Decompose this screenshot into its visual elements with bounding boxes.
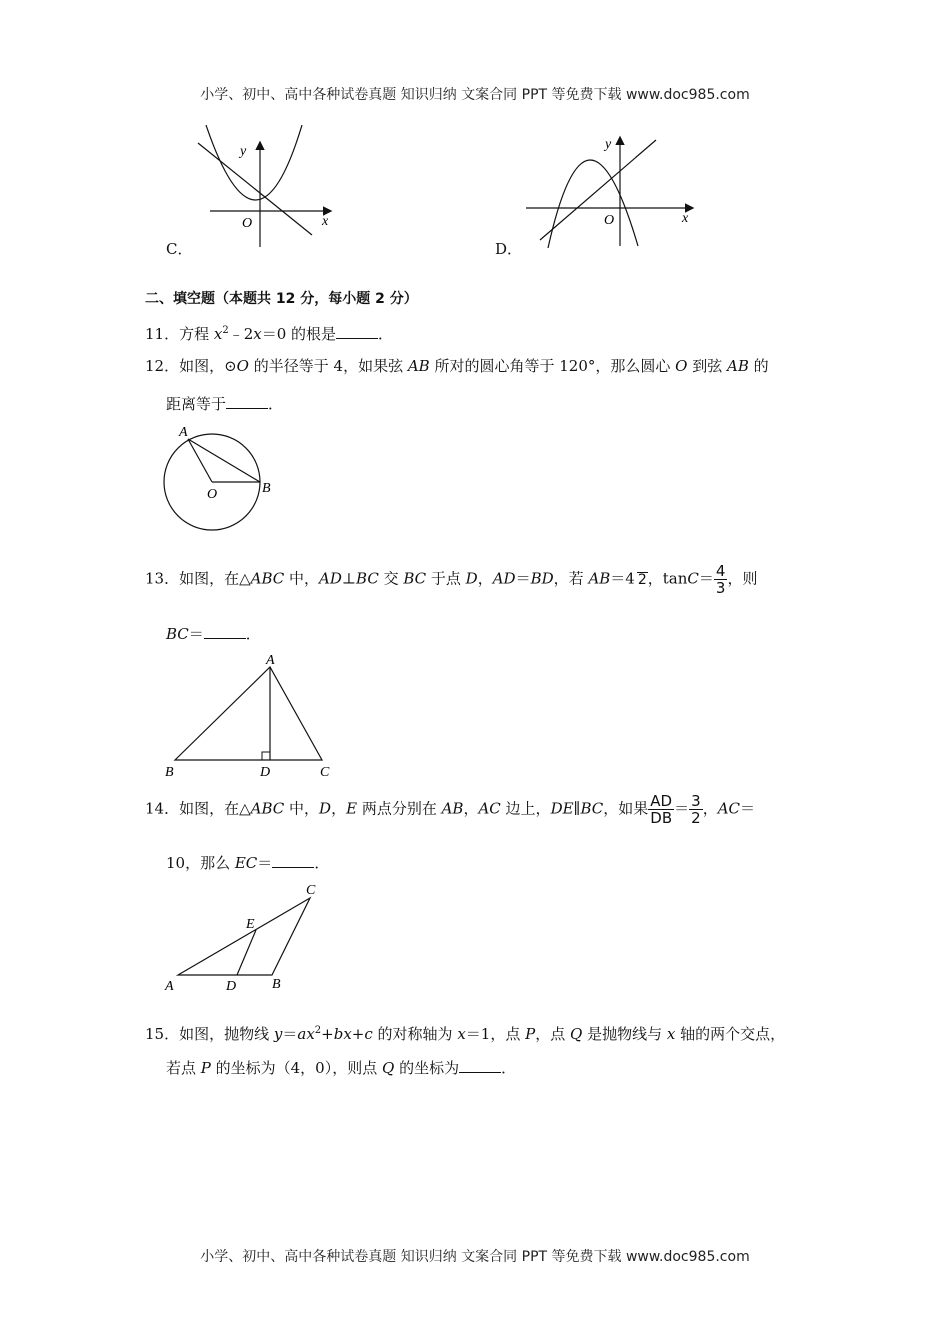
point-e-label: E: [246, 917, 255, 932]
fraction-4-3: $\frac{4}{3}$: [715, 562, 726, 597]
x-label: x: [682, 211, 689, 226]
parabola: [548, 160, 638, 248]
figure-14-triangle: [160, 878, 340, 998]
fraction-ad-db: $\frac{AD}{DB}$: [650, 792, 673, 827]
line: [198, 143, 312, 235]
question-12-line2: 距离等于 ．: [166, 395, 284, 413]
point-b-label: B: [165, 765, 174, 780]
point-c-label: C: [320, 765, 330, 780]
point-d-label: D: [260, 765, 271, 780]
question-13-line2: BC＝ ．: [166, 625, 261, 643]
answer-blank: [272, 853, 314, 868]
x-label: x: [322, 214, 329, 229]
section-title: 二、填空题（本题共 12 分，每小题 2 分）: [145, 291, 418, 307]
graph-option-c: [190, 125, 340, 250]
y-label: y: [240, 144, 247, 159]
answer-blank: [459, 1058, 501, 1073]
point-o-label: O: [207, 487, 218, 502]
answer-blank: [204, 624, 246, 639]
point-a-label: A: [165, 979, 174, 994]
origin-label: O: [604, 213, 615, 228]
question-13-line1: 13．如图，在△ABC 中，AD⊥BC 交 BC 于点 D，AD＝BD，若 AB＝4 2，tanC＝ $\frac{4}{3}$ ，则: [145, 562, 758, 597]
point-b-label: B: [272, 977, 281, 992]
point-c-label: C: [306, 883, 316, 898]
point-a-label: A: [179, 425, 188, 440]
page-header: 小学、初中、高中各种试卷真题 知识归纳 文案合同 PPT 等免费下载 www.doc985.com: [200, 87, 750, 103]
y-label: y: [605, 137, 612, 152]
point-a-label: A: [266, 653, 275, 668]
option-c-label: C．: [166, 240, 193, 258]
figure-13-triangle: [160, 650, 340, 785]
question-15-line1: 15．如图，抛物线 $y=ax^2+bx+c$ 的对称轴为 x＝1，点 P，点 Q 是抛物线与 x 轴的两个交点，: [145, 1025, 786, 1043]
question-11: 11．方程 $x^2﹣2x=0$ 的根是 ．: [145, 325, 394, 343]
point-b-label: B: [262, 481, 271, 496]
question-14-line1: 14．如图，在△ABC 中，D，E 两点分别在 AB，AC 边上，DE∥BC，如果 $\frac{AD}{DB}$ ＝ $\frac{3}{2}$ ，AC＝: [145, 792, 756, 827]
graph-option-d: [520, 128, 700, 250]
question-14-line2: 10，那么 EC＝ ．: [166, 854, 330, 872]
answer-blank: [226, 394, 268, 409]
answer-blank: [336, 324, 378, 339]
line: [540, 140, 656, 240]
fraction-3-2: $\frac{3}{2}$: [691, 792, 701, 827]
option-d-label: D．: [495, 240, 523, 258]
point-d-label: D: [226, 979, 237, 994]
page-footer: 小学、初中、高中各种试卷真题 知识归纳 文案合同 PPT 等免费下载 www.doc985.com: [200, 1249, 750, 1265]
question-15-line2: 若点 P 的坐标为（4，0），则点 Q 的坐标为 ．: [166, 1059, 517, 1077]
origin-label: O: [242, 216, 253, 231]
figure-12-circle: [155, 420, 285, 535]
question-12-line1: 12．如图，⊙O 的半径等于 4，如果弦 AB 所对的圆心角等于 120°，那么圆心 O 到弦 AB 的: [145, 357, 769, 375]
